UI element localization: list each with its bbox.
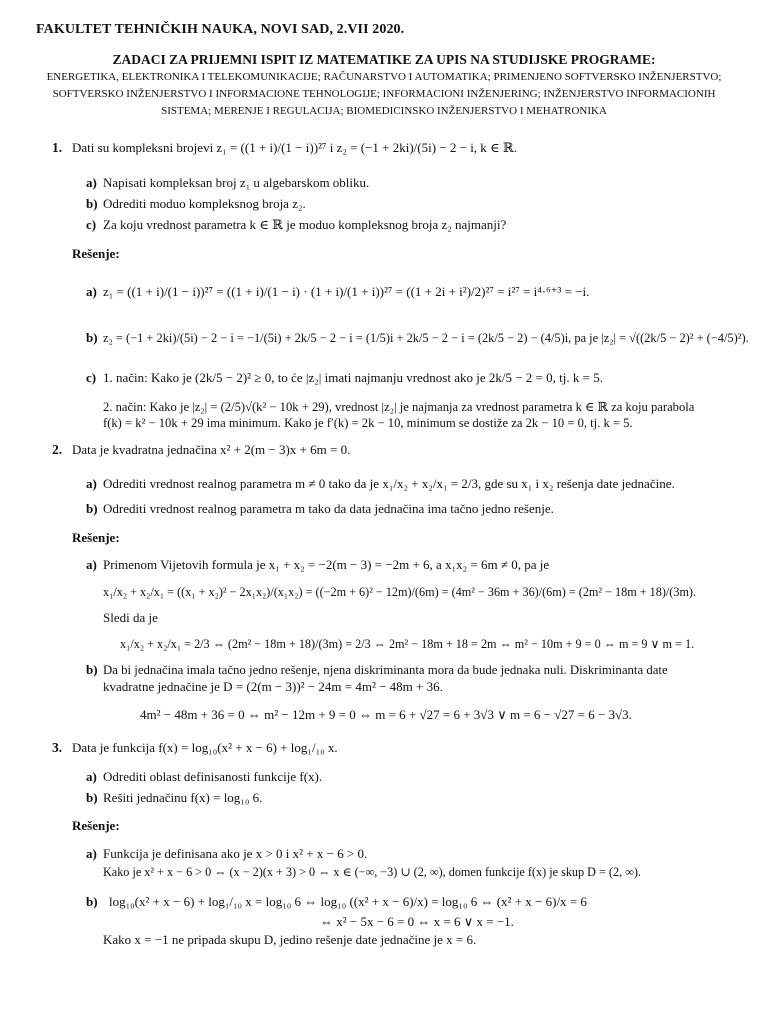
problem-2-solution-b-line-1: Da bi jednačina imala tačno jedno rešenje, njena diskriminanta mora da bude jednaka nuli. Diskriminanta date: [103, 663, 668, 677]
problem-1-solution-c-label: c): [86, 370, 97, 385]
problem-3-solution-b-line-1: log₁₀(x² + x − 6) + log₁/₁₀ x = log₁₀ 6 ⇔ log₁₀ ((x² + x − 6)/x) = log₁₀ 6 ⇔ (x² + x − 6)/x = 6: [109, 894, 587, 909]
problem-3-number: 3.: [52, 740, 63, 755]
problem-3-part-a-label: a): [86, 769, 97, 784]
problem-3-part-b: Rešiti jednačinu f(x) = log₁₀ 6.: [103, 790, 263, 805]
problem-3-solution-a-label: a): [86, 846, 97, 861]
problem-1-part-b-label: b): [86, 196, 98, 211]
problem-1-solution-heading: Rešenje:: [72, 246, 120, 261]
problem-3-solution-b-conclusion: Kako x = −1 ne pripada skupu D, jedino rešenje date jednačine je x = 6.: [103, 932, 477, 947]
problem-2-solution-a-label: a): [86, 557, 97, 572]
problem-2-part-b: Odrediti vrednost realnog parametra m tako da data jednačina ima tačno jedno rešenje.: [103, 501, 554, 516]
problem-2-part-b-label: b): [86, 501, 98, 516]
problem-2-solution-b-line-3: 4m² − 48m + 36 = 0 ⇔ m² − 12m + 9 = 0 ⇔ m = 6 + √27 = 6 + 3√3 ∨ m = 6 − √27 = 6 − 3√3.: [140, 707, 632, 722]
problem-3-part-a: Odrediti oblast definisanosti funkcije f(x).: [103, 769, 323, 784]
page-title: FAKULTET TEHNIČKIH NAUKA, NOVI SAD, 2.VII 2020.: [36, 22, 405, 37]
problem-2-solution-a-line-3: Sledi da je: [103, 610, 158, 625]
problem-3-solution-heading: Rešenje:: [72, 818, 120, 833]
problem-1-solution-c-method-2-cont: f(k) = k² − 10k + 29 ima minimum. Kako je f′(k) = 2k − 10, minimum se dostiže za 2k − 10 = 0, tj. k = 5.: [103, 416, 633, 430]
problem-3-solution-b-label: b): [86, 894, 98, 909]
problem-3-statement: Data je funkcija f(x) = log₁₀(x² + x − 6) + log₁/₁₀ x.: [72, 740, 338, 755]
problem-3-solution-a-line-2: Kako je x² + x − 6 > 0 ⇔ (x − 2)(x + 3) > 0 ⇔ x ∈ (−∞, −3) ∪ (2, ∞), domen funkcije f(x) je skup D = (2, ∞).: [103, 865, 641, 879]
problem-1-part-a-label: a): [86, 175, 97, 190]
program-list: ENERGETIKA, ELEKTRONIKA I TELEKOMUNIKACIJE; RAČUNARSTVO I AUTOMATIKA; PRIMENJENO SOFTVERSKO INŽENJERSTVO; SOFTVERSKO INŽENJERSTVO I INFORMACIONE TEHNOLOGIJE; INFORMACIONI INŽENJERING; INŽENJERSTVO INFORMACIONIH SISTEMA; MERENJE I REGULACIJA; BIOMEDICINSKO INŽENJERSTVO I MEHATRONIKA: [46, 71, 722, 117]
problem-2-solution-a-line-2: x₁/x₂ + x₂/x₁ = ((x₁ + x₂)² − 2x₁x₂)/(x₁x₂) = ((−2m + 6)² − 12m)/(6m) = (4m² − 36m + 36)/(6m) = (2m² − 18m + 18)/(3m).: [103, 585, 697, 599]
problem-2-solution-a-line-4: x₁/x₂ + x₂/x₁ = 2/3 ⇔ (2m² − 18m + 18)/(3m) = 2/3 ⇔ 2m² − 18m + 18 = 2m ⇔ m² − 10m + 9 = 0 ⇔ m = 9 ∨ m = 1.: [120, 637, 695, 651]
problem-2-solution-b-label: b): [86, 662, 98, 677]
problem-1-solution-c-method-2: 2. način: Kako je |z₂| = (2/5)√(k² − 10k + 29), vrednost |z₂| je najmanja za vrednost parametra k ∈ ℝ za koju parabola: [103, 400, 695, 414]
problem-1-part-b: Odrediti moduo kompleksnog broja z₂.: [103, 196, 306, 211]
problem-3-part-b-label: b): [86, 790, 98, 805]
problem-3-solution-b-line-2: ⇔ x² − 5x − 6 = 0 ⇔ x = 6 ∨ x = −1.: [320, 914, 514, 929]
problem-2-solution-heading: Rešenje:: [72, 530, 120, 545]
problem-1-part-c-label: c): [86, 217, 97, 232]
page-subtitle: ZADACI ZA PRIJEMNI ISPIT IZ MATEMATIKE ZA UPIS NA STUDIJSKE PROGRAME:: [112, 52, 656, 67]
problem-2-solution-a-line-1: Primenom Vijetovih formula je x₁ + x₂ = −2(m − 3) = −2m + 6, a x₁x₂ = 6m ≠ 0, pa je: [103, 557, 550, 572]
problem-1-statement: Dati su kompleksni brojevi z₁ = ((1 + i)/(1 − i))²⁷ i z₂ = (−1 + 2ki)/(5i) − 2 − i, k ∈ ℝ.: [72, 140, 517, 155]
problem-1-solution-b: z₂ = (−1 + 2ki)/(5i) − 2 − i = −1/(5i) + 2k/5 − 2 − i = (1/5)i + 2k/5 − 2 − i = (2k/5 − 2) − (4/5)i, pa je |z₂| = √((2k/5 − 2)² + (−4/5)²).: [103, 331, 749, 345]
problem-1-solution-a: z₁ = ((1 + i)/(1 − i))²⁷ = ((1 + i)/(1 − i) · (1 + i)/(1 + i))²⁷ = ((1 + 2i + i²)/2)²⁷ = i²⁷ = i⁴·⁶⁺³ = −i.: [103, 284, 590, 299]
problem-2-part-a-label: a): [86, 476, 97, 491]
problem-3-solution-a-line-1: Funkcija je definisana ako je x > 0 i x² + x − 6 > 0.: [103, 846, 368, 861]
problem-2-part-a: Odrediti vrednost realnog parametra m ≠ 0 tako da je x₁/x₂ + x₂/x₁ = 2/3, gde su x₁ i x₂ rešenja date jednačine.: [103, 476, 675, 491]
problem-1-solution-c-method-1: 1. način: Kako je (2k/5 − 2)² ≥ 0, to će |z₂| imati najmanju vrednost ako je 2k/5 − 2 = 0, tj. k = 5.: [103, 370, 603, 385]
problem-1-solution-b-label: b): [86, 330, 98, 345]
problem-1-part-c: Za koju vrednost parametra k ∈ ℝ je moduo kompleksnog broja z₂ najmanji?: [103, 217, 507, 232]
problem-1-number: 1.: [52, 140, 63, 155]
problem-1-solution-a-label: a): [86, 284, 97, 299]
problem-2-statement: Data je kvadratna jednačina x² + 2(m − 3)x + 6m = 0.: [72, 442, 351, 457]
problem-1-part-a: Napisati kompleksan broj z₁ u algebarskom obliku.: [103, 175, 370, 190]
problem-2-solution-b-line-2: kvadratne jednačine je D = (2(m − 3))² − 24m = 4m² − 48m + 36.: [103, 679, 443, 694]
problem-2-number: 2.: [52, 442, 63, 457]
